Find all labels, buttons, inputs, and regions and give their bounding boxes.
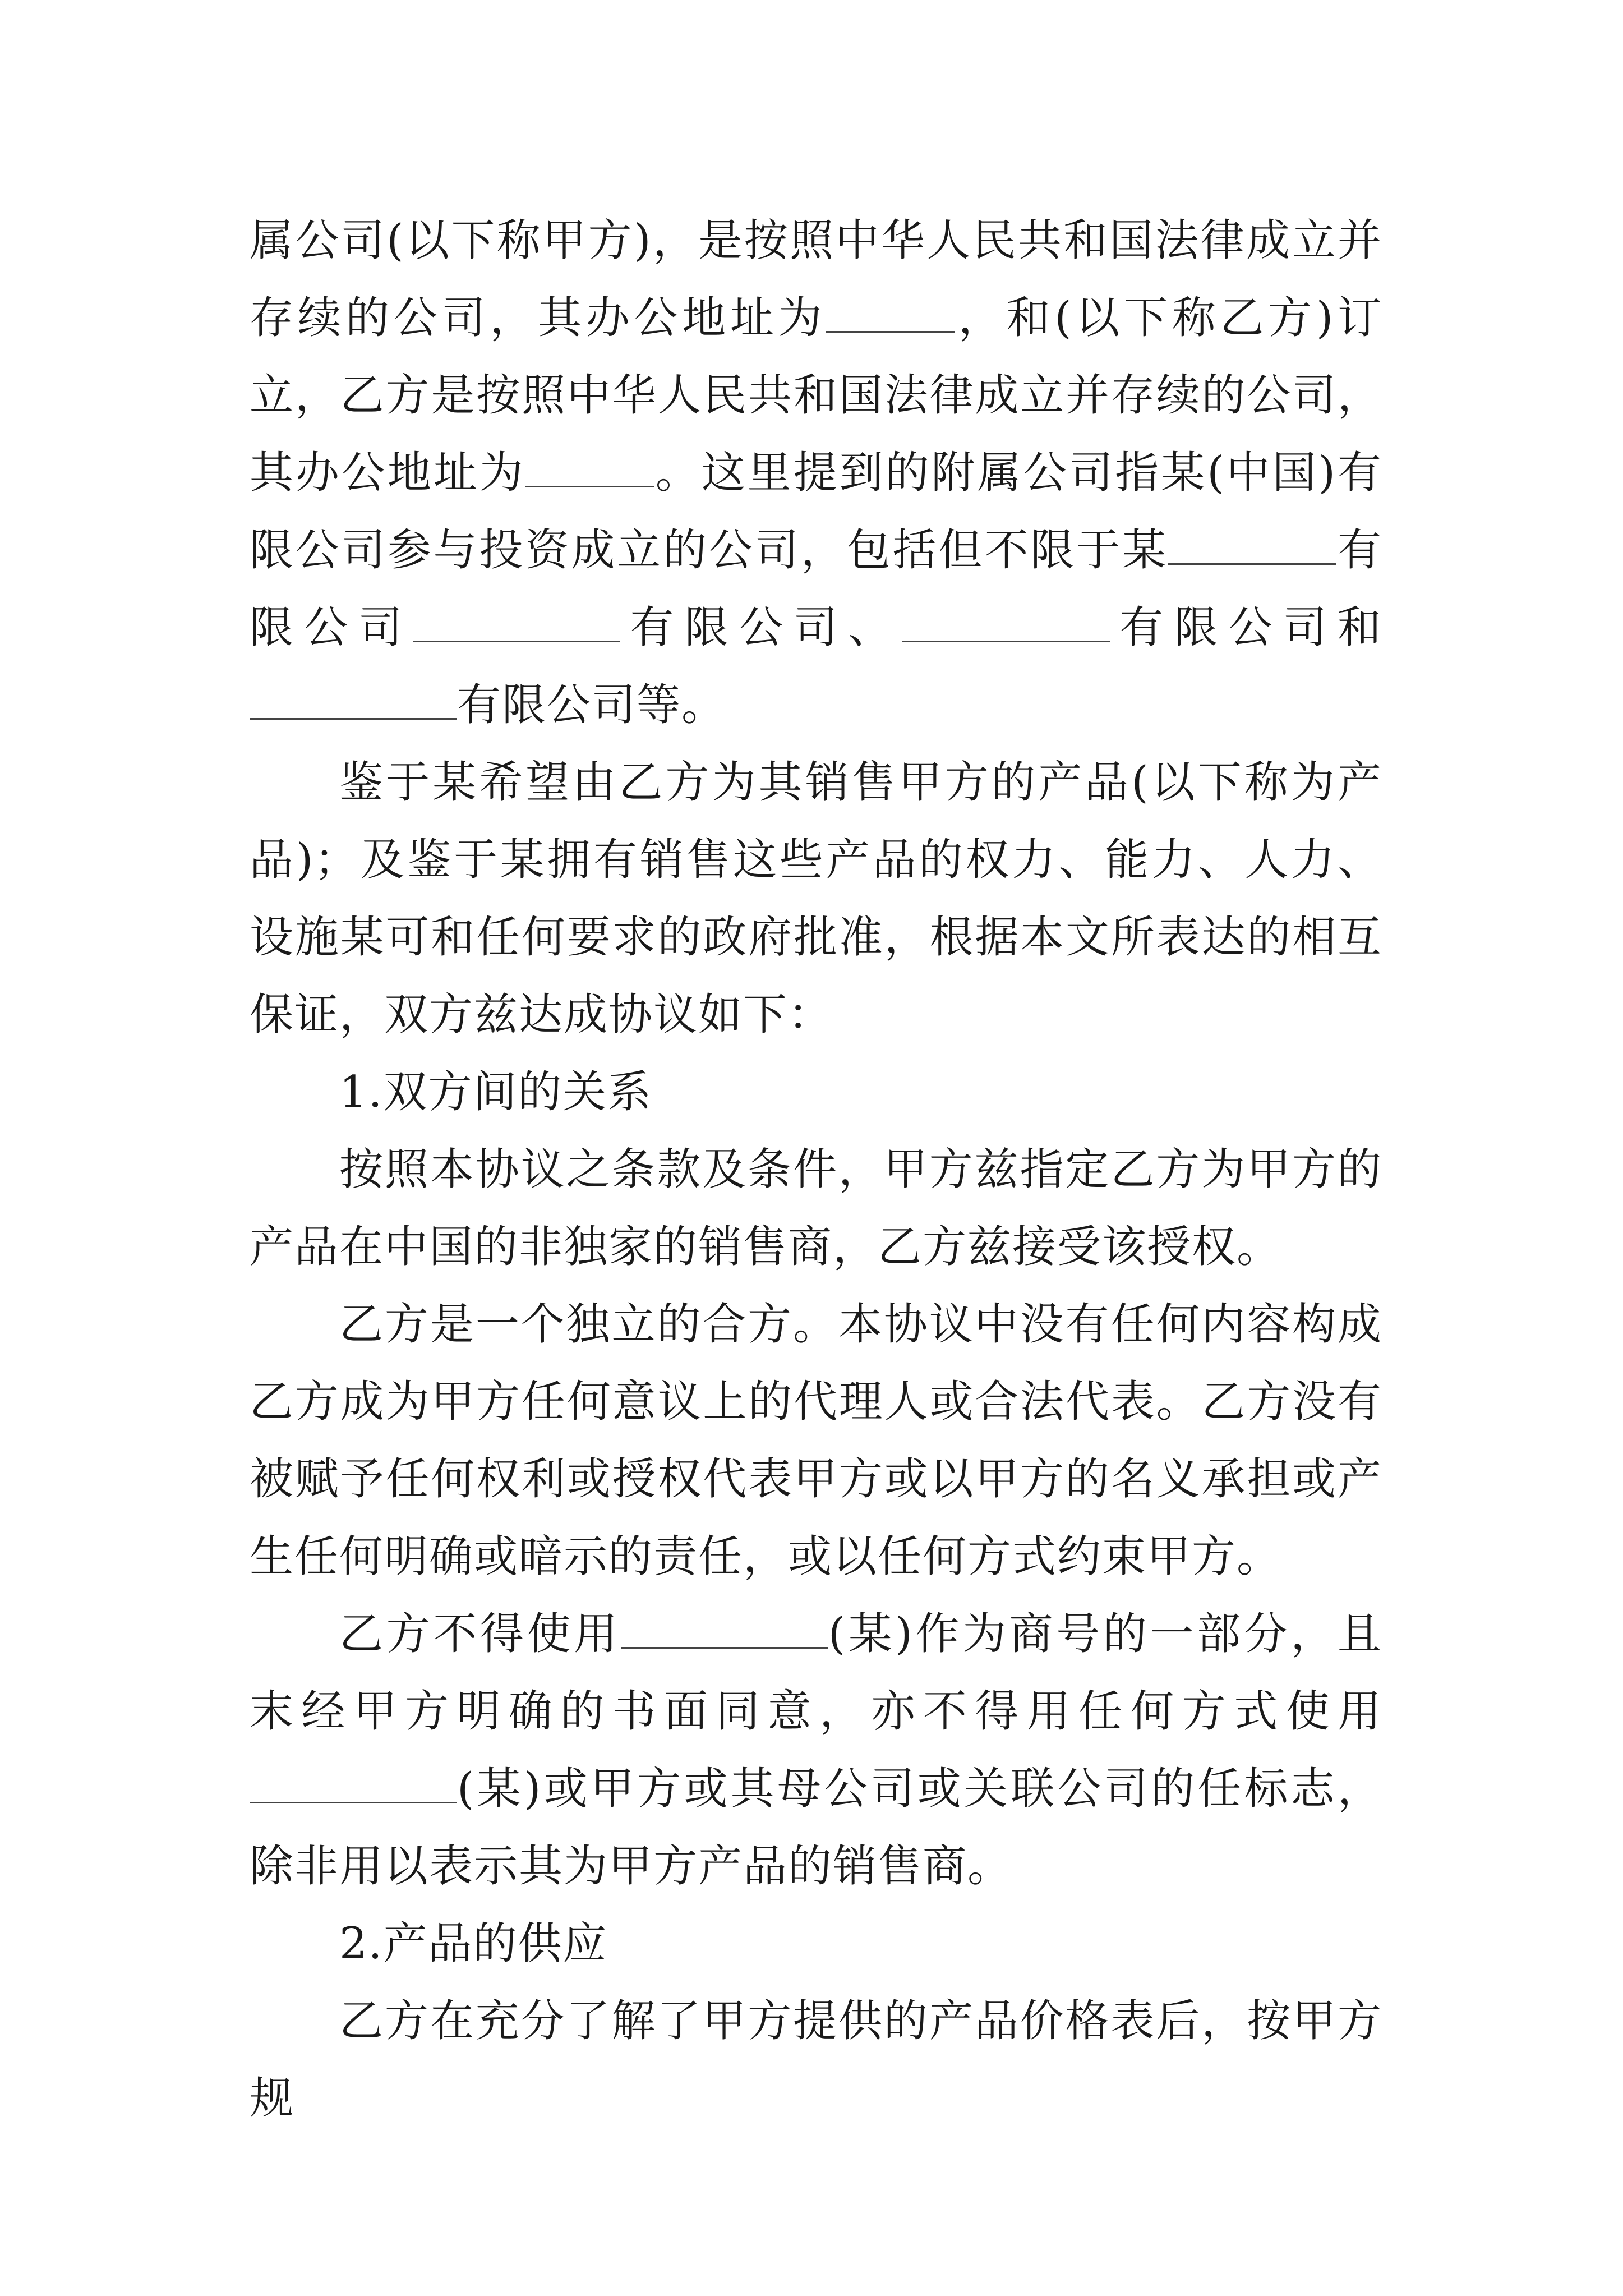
paragraph-parties [250,202,1382,744]
text-segment: 有限公司、 [620,602,903,653]
paragraph-supply: 乙方在充分了解了甲方提供的产品价格表后，按甲方规 [250,1996,1382,2124]
blank-field [250,1763,457,1803]
text-segment: ，和(以下称乙方)订立，乙方是按照中华人民共和国法律成立并存续的公司，其办公地址为 [250,293,1382,498]
text-segment: 属公司(以下称甲方)，是按照中华人民共和国法律成立并存续的公司，其办公地址为 [250,215,1382,343]
paragraph-recitals: 鉴于某希望由乙方为其销售甲方的产品(以下称为产品)；及鉴于某拥有销售这些产品的权力、能力、人力、设施某可和任何要求的政府批准，根据本文所表达的相互保证，双方兹达成协议如下： [250,757,1382,1040]
section-heading-2: 2.产品的供应 [339,1918,608,1969]
paragraph-trademark [250,1595,1382,1905]
text-segment: 乙方不得使用 [339,1609,621,1659]
blank-field [1168,524,1336,565]
text-segment: 有限公司等。 [457,680,727,730]
blank-field [250,679,457,720]
paragraph-independence: 乙方是一个独立的合方。本协议中没有任何内容构成乙方成为甲方任何意议上的代理人或合法代表。乙方没有被赋予任何权利或授权代表甲方或以甲方的名义承担或产生任何明确或暗示的责任，或以任何方式约束甲方。 [250,1299,1382,1582]
document-page [250,202,1382,2137]
blank-field [525,447,654,487]
blank-field [413,601,620,642]
blank-field [826,292,955,333]
paragraph-appointment: 按照本协议之条款及条件，甲方兹指定乙方为甲方的产品在中国的非独家的销售商，乙方兹接受该授权。 [250,1144,1382,1272]
text-segment: (某)作为商号的一部分，且末经甲方明确的书面同意，亦不得用任何方式使用 [250,1609,1382,1737]
blank-field [621,1608,828,1649]
text-segment: 有限公司 [250,525,1382,653]
blank-field [902,601,1110,642]
text-segment: (某)或甲方或其母公司或关联公司的任标志，除非用以表示其为甲方产品的销售商。 [250,1764,1382,1892]
section-heading-1: 1.双方间的关系 [339,1067,653,1117]
text-segment: 有限公司和 [1110,602,1382,653]
text-segment: 。这里提到的附属公司指某(中国)有限公司参与投资成立的公司，包括但不限于某 [250,448,1382,576]
